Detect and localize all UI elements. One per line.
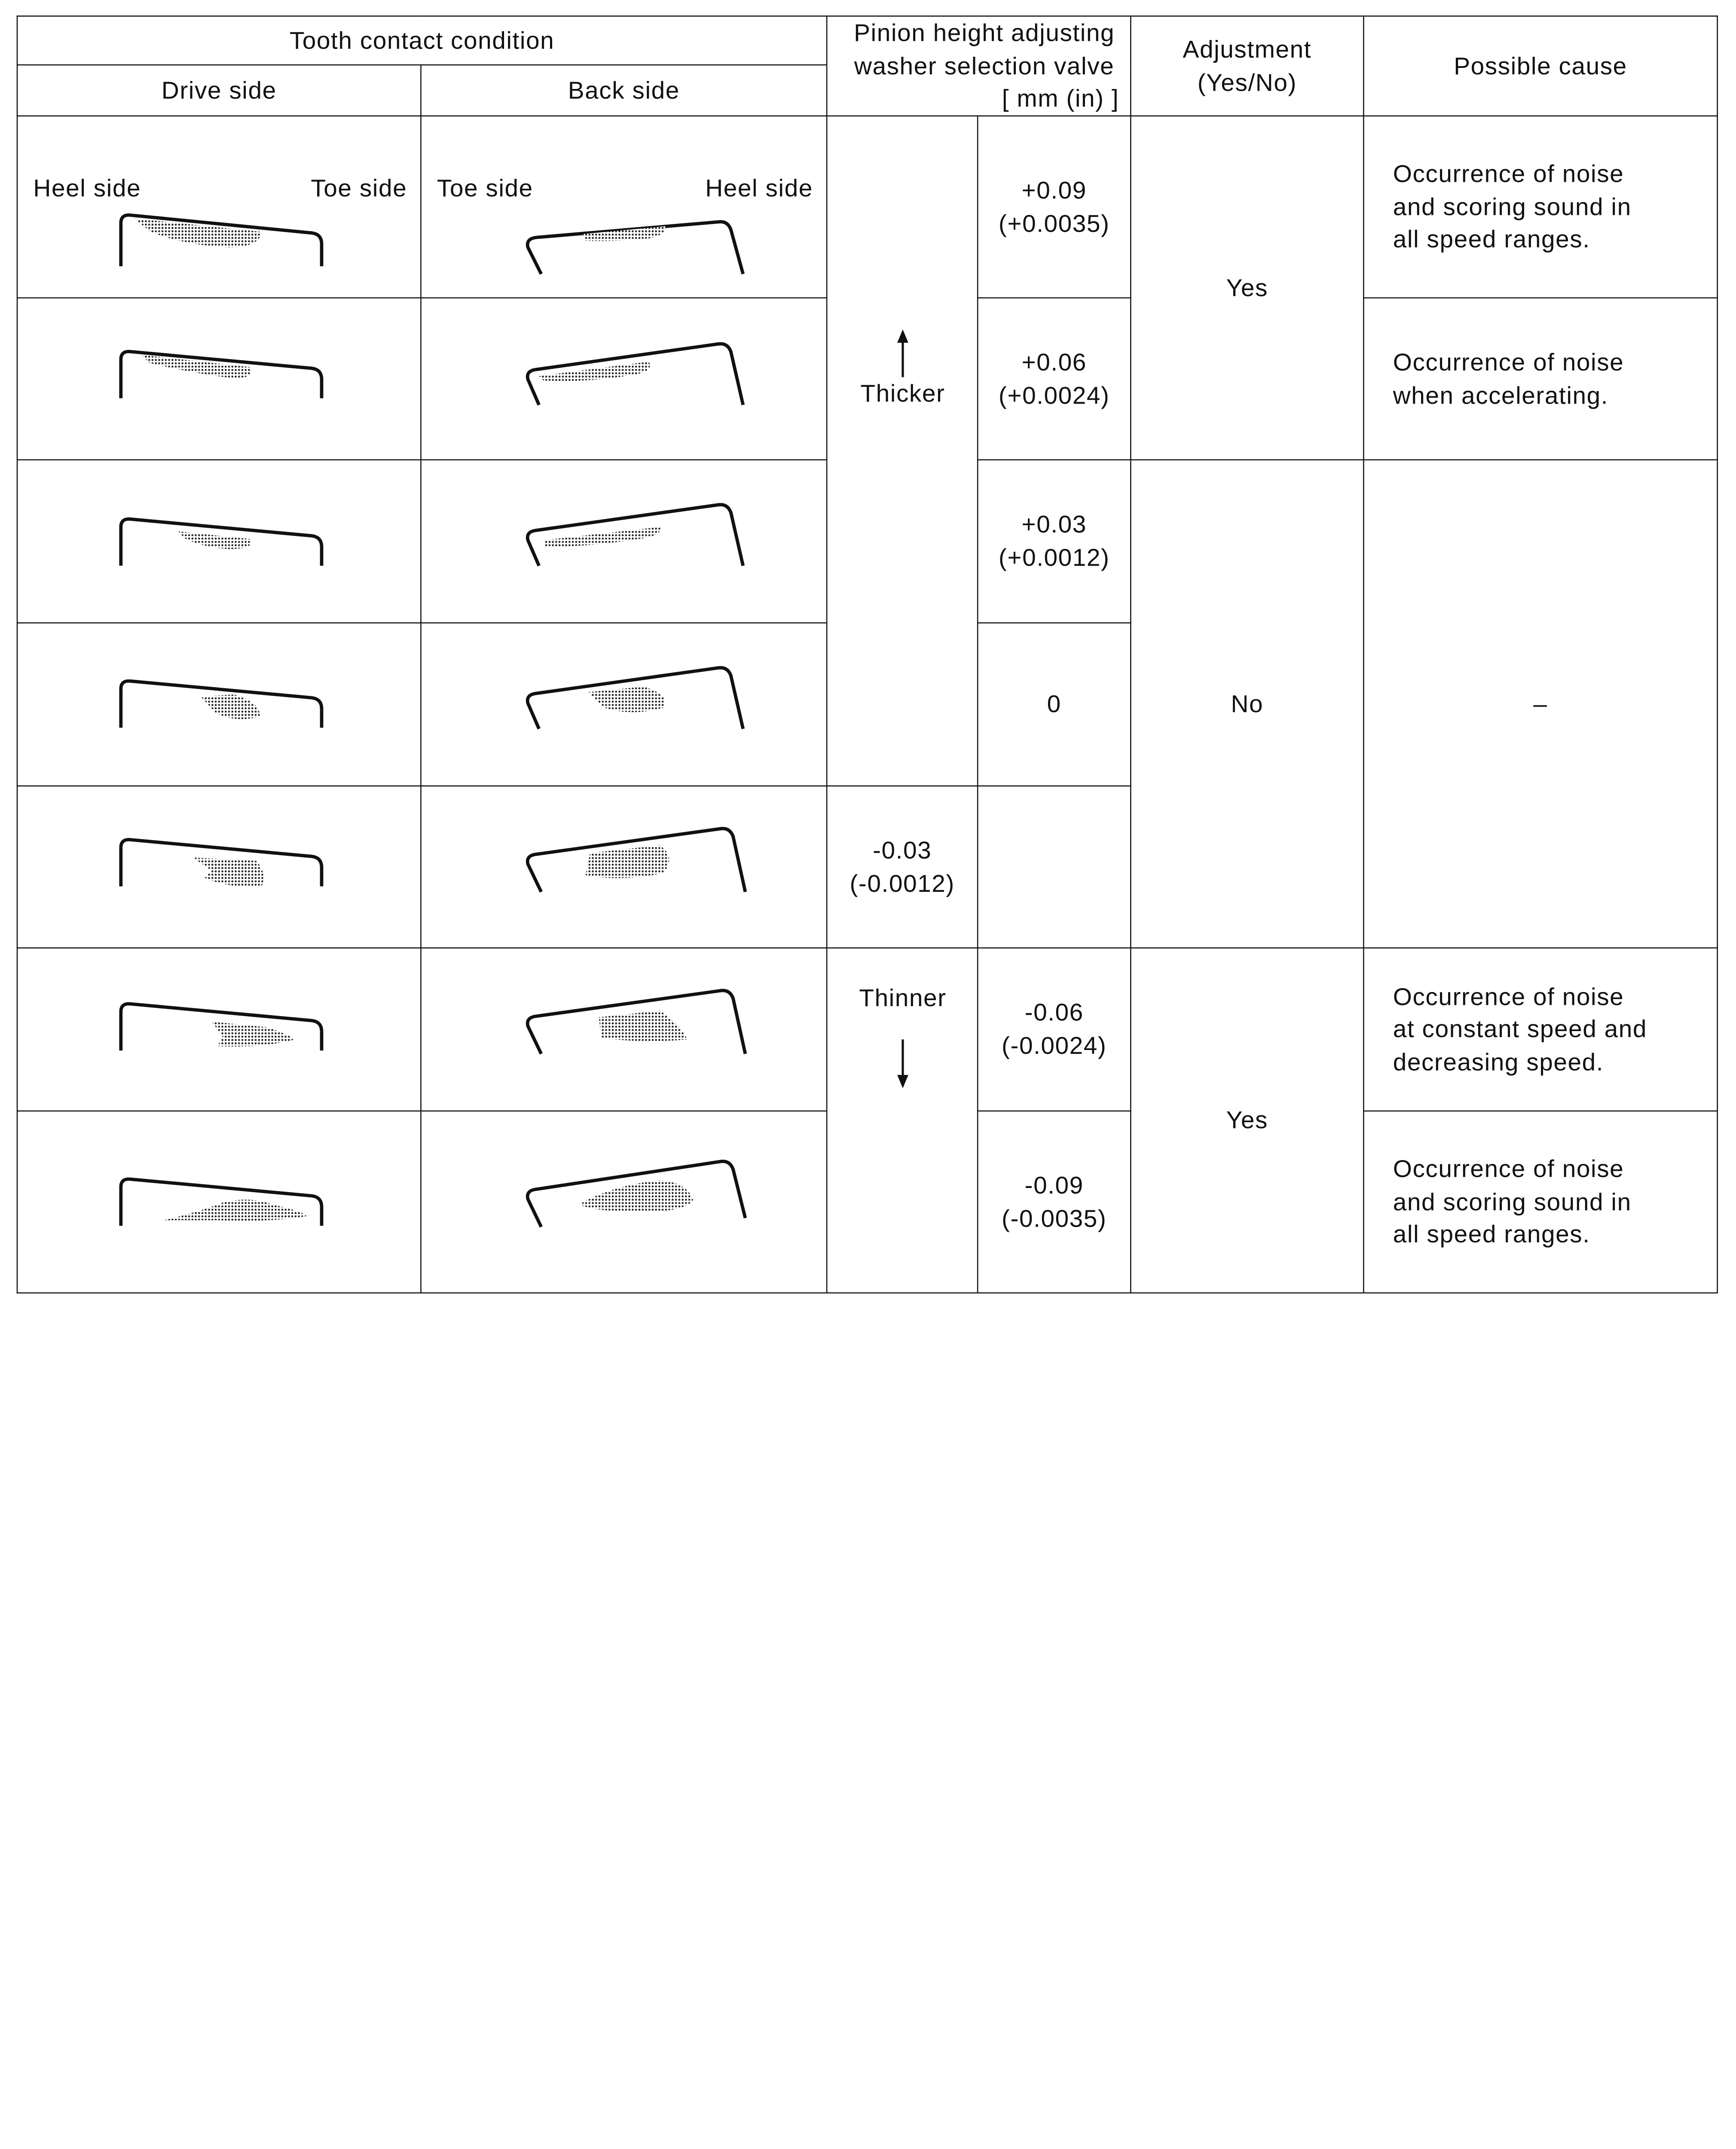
back-side-diagram	[421, 460, 827, 623]
back-side-tooth-illustration	[422, 787, 828, 949]
drive-side-header: Drive side	[17, 65, 421, 116]
possible-cause-cell	[1363, 1111, 1717, 1293]
back-side-diagram	[421, 1111, 827, 1293]
value-in: (-0.0012)	[850, 869, 955, 897]
table-row	[17, 116, 1718, 298]
back-side-tooth-illustration	[422, 298, 828, 460]
toe-side-label: Toe side	[311, 174, 407, 202]
drive-side-tooth-illustration	[18, 298, 421, 460]
value-in: (+0.0035)	[998, 209, 1110, 237]
cause-line: all speed ranges.	[1393, 225, 1590, 254]
drive-side-diagram	[17, 460, 421, 623]
drive-side-diagram	[17, 298, 421, 460]
drive-side-tooth-illustration	[18, 624, 421, 787]
value-in: (+0.0024)	[998, 381, 1110, 409]
back-side-tooth-illustration	[422, 949, 828, 1111]
drive-side-diagram	[17, 116, 421, 298]
adjustment-no: No	[1131, 460, 1363, 948]
cause-line: Occurrence of noise	[1393, 1154, 1624, 1183]
thinner-label: Thinner	[859, 984, 947, 1012]
value-in: (-0.0024)	[1002, 1032, 1107, 1060]
value-mm: +0.09	[1021, 176, 1087, 204]
heel-side-label: Heel side	[33, 174, 141, 202]
back-side-diagram	[421, 623, 827, 786]
drive-side-tooth-illustration	[18, 460, 421, 623]
toe-side-label: Toe side	[437, 174, 533, 202]
heel-side-label: Heel side	[705, 174, 813, 202]
value-mm: -0.03	[873, 836, 932, 864]
adjustment-header-line1: Adjustment	[1183, 35, 1312, 63]
value-mm: 0	[1047, 690, 1061, 718]
drive-side-diagram	[17, 948, 421, 1111]
cause-line: Occurrence of noise	[1393, 159, 1624, 188]
possible-cause-header: Possible cause	[1363, 16, 1717, 116]
back-side-diagram	[421, 116, 827, 298]
drive-side-tooth-illustration	[18, 787, 421, 949]
value-mm: +0.03	[1021, 511, 1087, 539]
value-mm: -0.06	[1024, 998, 1084, 1027]
cause-line: decreasing speed.	[1393, 1048, 1604, 1076]
header-row-main	[17, 16, 1718, 65]
adjustment-header-line2: (Yes/No)	[1197, 68, 1297, 96]
adjustment-yes-top: Yes	[1131, 116, 1363, 460]
cause-line: when accelerating.	[1393, 381, 1609, 409]
back-side-diagram	[421, 948, 827, 1111]
back-side-tooth-illustration	[422, 460, 828, 623]
pinion-washer-header	[827, 16, 1131, 116]
value-cell	[827, 786, 978, 948]
cause-line: at constant speed and	[1393, 1015, 1647, 1043]
drive-side-diagram	[17, 1111, 421, 1293]
pinion-header-line1: Pinion height adjusting	[854, 18, 1115, 47]
value-cell	[978, 623, 1131, 786]
cause-line: all speed ranges.	[1393, 1221, 1590, 1249]
possible-cause-cell	[1363, 948, 1717, 1111]
back-side-diagram	[421, 786, 827, 948]
value-cell	[978, 948, 1131, 1111]
value-cell	[978, 116, 1131, 298]
cause-line: Occurrence of noise	[1393, 348, 1624, 376]
tooth-contact-table	[17, 15, 1718, 1293]
thicker-direction-cell	[827, 116, 978, 786]
possible-cause-none: –	[1363, 460, 1717, 948]
drive-side-diagram	[17, 786, 421, 948]
thinner-arrow-icon	[827, 949, 978, 1294]
value-in: (-0.0035)	[1002, 1204, 1107, 1232]
possible-cause-cell	[1363, 298, 1717, 460]
value-cell	[978, 298, 1131, 460]
drive-side-tooth-illustration	[18, 1111, 421, 1293]
back-side-diagram	[421, 298, 827, 460]
drive-side-diagram	[17, 623, 421, 786]
tooth-contact-condition-header: Tooth contact condition	[17, 16, 827, 65]
pinion-header-line2: washer selection valve	[854, 52, 1115, 80]
thicker-arrow-icon	[827, 116, 978, 704]
cause-line: and scoring sound in	[1393, 193, 1632, 220]
value-cell	[978, 1111, 1131, 1293]
cause-line: Occurrence of noise	[1393, 982, 1624, 1010]
back-side-header: Back side	[421, 65, 827, 116]
table-row	[17, 948, 1718, 1111]
thinner-direction-cell	[827, 948, 978, 1293]
thicker-label: Thicker	[860, 379, 945, 407]
pinion-header-unit: [ mm (in) ]	[1002, 85, 1119, 113]
back-side-tooth-illustration	[422, 116, 828, 298]
value-mm: -0.09	[1024, 1171, 1084, 1199]
value-mm: +0.06	[1021, 348, 1087, 376]
possible-cause-cell	[1363, 116, 1717, 298]
value-cell	[978, 460, 1131, 623]
drive-side-tooth-illustration	[18, 116, 421, 298]
back-side-tooth-illustration	[422, 624, 828, 787]
drive-side-tooth-illustration	[18, 949, 421, 1111]
adjustment-header	[1131, 16, 1363, 116]
adjustment-yes-bottom: Yes	[1131, 948, 1363, 1293]
value-in: (+0.0012)	[998, 543, 1110, 572]
back-side-tooth-illustration	[422, 1111, 828, 1293]
cause-line: and scoring sound in	[1393, 1188, 1632, 1216]
